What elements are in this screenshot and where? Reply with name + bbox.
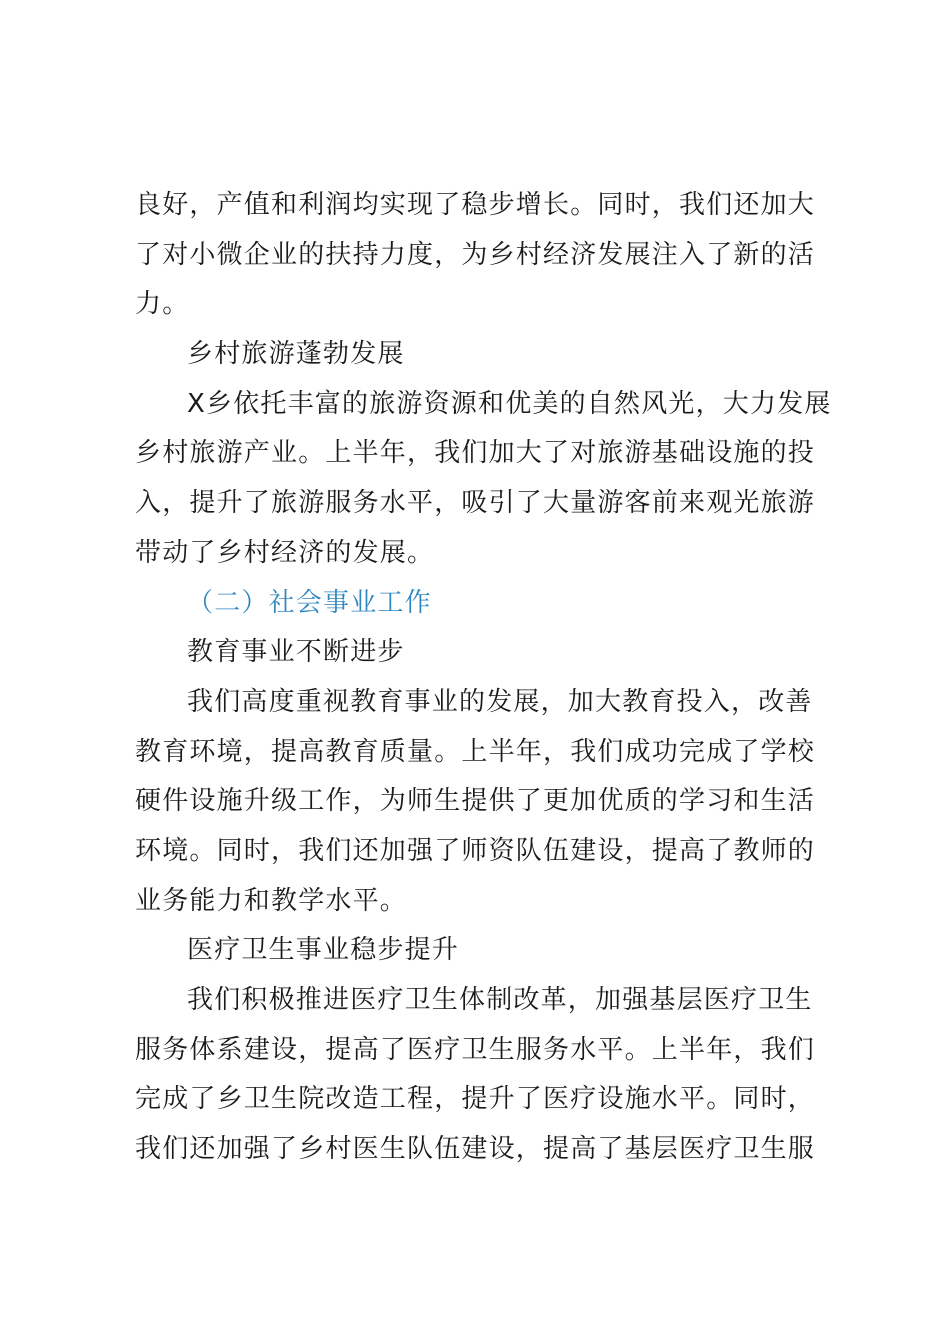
text-line: X乡依托丰富的旅游资源和优美的自然风光，大力发展 <box>187 388 832 419</box>
text-line: 良好，产值和利润均实现了稳步增长。同时，我们还加大 <box>135 190 816 220</box>
text-line: 业务能力和教学水平。 <box>135 885 408 916</box>
text-line: 入，提升了旅游服务水平，吸引了大量游客前来观光旅游 <box>135 488 816 519</box>
document-body <box>135 181 835 1175</box>
text-line: 完成了乡卫生院改造工程，提升了医疗设施水平。同时， <box>135 1084 816 1115</box>
text-line: 环境。同时，我们还加强了师资队伍建设，提高了教师的 <box>135 835 816 866</box>
text-line: 了对小微企业的扶持力度，为乡村经济发展注入了新的活 <box>135 239 816 270</box>
text-line: 服务体系建设，提高了医疗卫生服务水平。上半年，我们 <box>135 1034 816 1065</box>
subheading-education: 教育事业不断进步 <box>187 637 405 668</box>
text-line: 我们还加强了乡村医生队伍建设，提高了基层医疗卫生服 <box>135 1134 816 1165</box>
text-line: 我们积极推进医疗卫生体制改革，加强基层医疗卫生 <box>187 985 813 1015</box>
text-line: 教育环境，提高教育质量。上半年，我们成功完成了学校 <box>135 736 816 767</box>
subheading-rural-tourism: 乡村旅游蓬勃发展 <box>187 339 405 370</box>
text-line: 硬件设施升级工作，为师生提供了更加优质的学习和生活 <box>135 786 816 817</box>
subheading-healthcare: 医疗卫生事业稳步提升 <box>187 935 460 966</box>
text-line: 带动了乡村经济的发展。 <box>135 537 435 568</box>
section-heading-social-affairs: （二）社会事业工作 <box>187 587 432 618</box>
text-line: 我们高度重视教育事业的发展，加大教育投入，改善 <box>187 686 813 717</box>
text-line: 乡村旅游产业。上半年，我们加大了对旅游基础设施的投 <box>135 438 816 469</box>
text-line: 力。 <box>135 289 190 320</box>
